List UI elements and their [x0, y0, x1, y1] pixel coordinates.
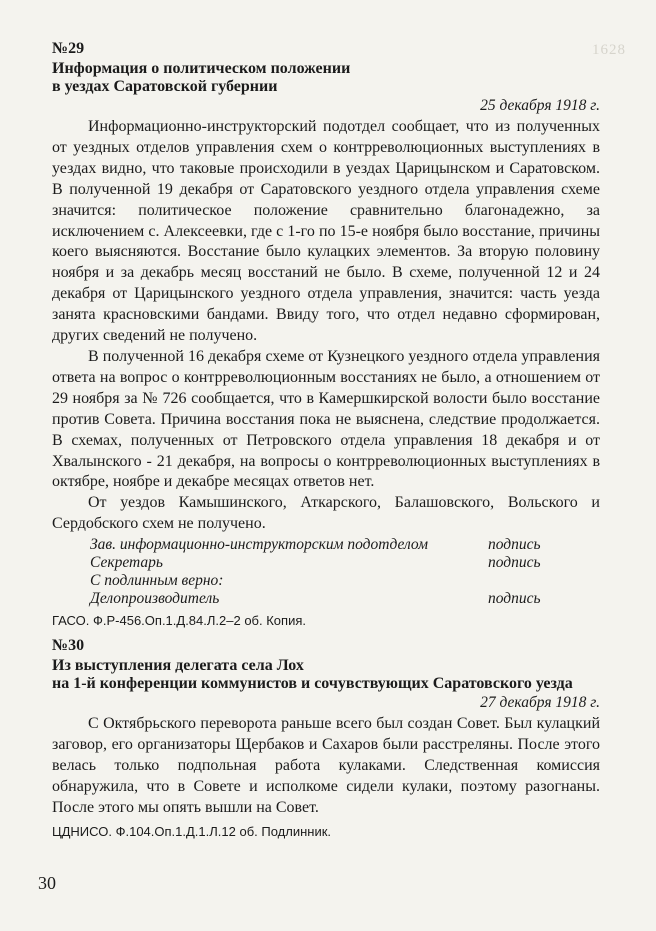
archive-source: ЦДНИСО. Ф.104.Оп.1.Д.1.Л.12 об. Подлинник.: [52, 823, 332, 839]
signature-role: Зав. информационно-инструкторским подотделом: [90, 536, 428, 554]
paragraph: Информационно-инструкторский подотдел сообщает, что из полученных от уездных отделов управления схем о контрреволюционных выступлениях в уездах видно, что таковые происходили в уездах Царицынском и Саратовском. В полученной 19 декабря от Саратовского уездного отдела управления схеме значится: политическое положение сравнительно благонадежно, за исключением с. Алексеевки, где с 1-го по 15-е ноября было восстание, причины коего выясняются. Восстание было кулацких элементов. За вторую половину ноября и за декабрь месяц восстаний не было. В схеме, полученной 12 и 24 декабря от Царицынского уездного отдела управления, значится: часть уезда занята красновскими бандами. Ввиду того, что отдел недавно сформирован, других сведений не получено.: [52, 118, 600, 345]
signature-role: Делопроизводитель: [90, 590, 220, 608]
document-title: [52, 60, 600, 96]
document-date: 25 декабря 1918 г.: [480, 97, 600, 114]
title-line: в уездах Саратовской губернии: [52, 78, 278, 95]
signature-block: [52, 536, 600, 608]
signature-row: [52, 554, 600, 572]
document-30: [52, 637, 600, 840]
signature-row: [52, 590, 600, 608]
document-29: [52, 40, 600, 629]
signature-role: С подлинным верно:: [90, 572, 224, 590]
signature-row: [52, 536, 600, 554]
page-content: [52, 40, 600, 848]
title-line: Из выступления делегата села Лох: [52, 657, 304, 675]
signature-row: [52, 572, 600, 590]
document-number: №30: [52, 637, 85, 655]
title-line: Информация о политическом положении: [52, 60, 351, 77]
paragraph: От уездов Камышинского, Аткарского, Балашовского, Вольского и Сердобского схем не получено.: [52, 494, 600, 533]
signature-role: Секретарь: [90, 554, 163, 572]
signature-mark: подпись: [488, 554, 541, 572]
document-date: 27 декабря 1918 г.: [480, 694, 600, 712]
paragraph: С Октябрьского переворота раньше всего был создан Совет. Был кулацкий заговор, его организаторы Щербаков и Сахаров были расстреляны. После этого велась только подпольная работа кулаками. Следственная комиссия обнаружила, что в Совете и исполкоме сидели кулаки, поэтому разогнаны. После этого мы опять вышли на Совет.: [52, 715, 600, 816]
paragraph: В полученной 16 декабря схеме от Кузнецкого уездного отдела управления ответа на вопрос о контрреволюционным восстаниях не было, а отношением от 29 ноября за № 726 сообщается, что в Камершкирской волости было восстание против Совета. Причина восстания пока не выяснена, следствие продолжается. В схемах, полученных от Петровского отдела управления 18 декабря и от Хвалынского - 21 декабря, на вопросы о контрреволюционных выступлениях в октябре, ноябре и декабре месяцах ответов нет.: [52, 347, 600, 491]
document-title: [52, 657, 600, 693]
signature-mark: подпись: [488, 536, 541, 554]
page-number: 30: [38, 873, 56, 893]
bleed-through-text: 1628: [592, 42, 626, 58]
document-number: №29: [52, 40, 85, 57]
archive-source: ГАСО. Ф.Р-456.Оп.1.Д.84.Л.2–2 об. Копия.: [52, 613, 306, 629]
signature-mark: подпись: [488, 590, 541, 608]
title-line: на 1-й конференции коммунистов и сочувствующих Саратовского уезда: [52, 675, 573, 693]
